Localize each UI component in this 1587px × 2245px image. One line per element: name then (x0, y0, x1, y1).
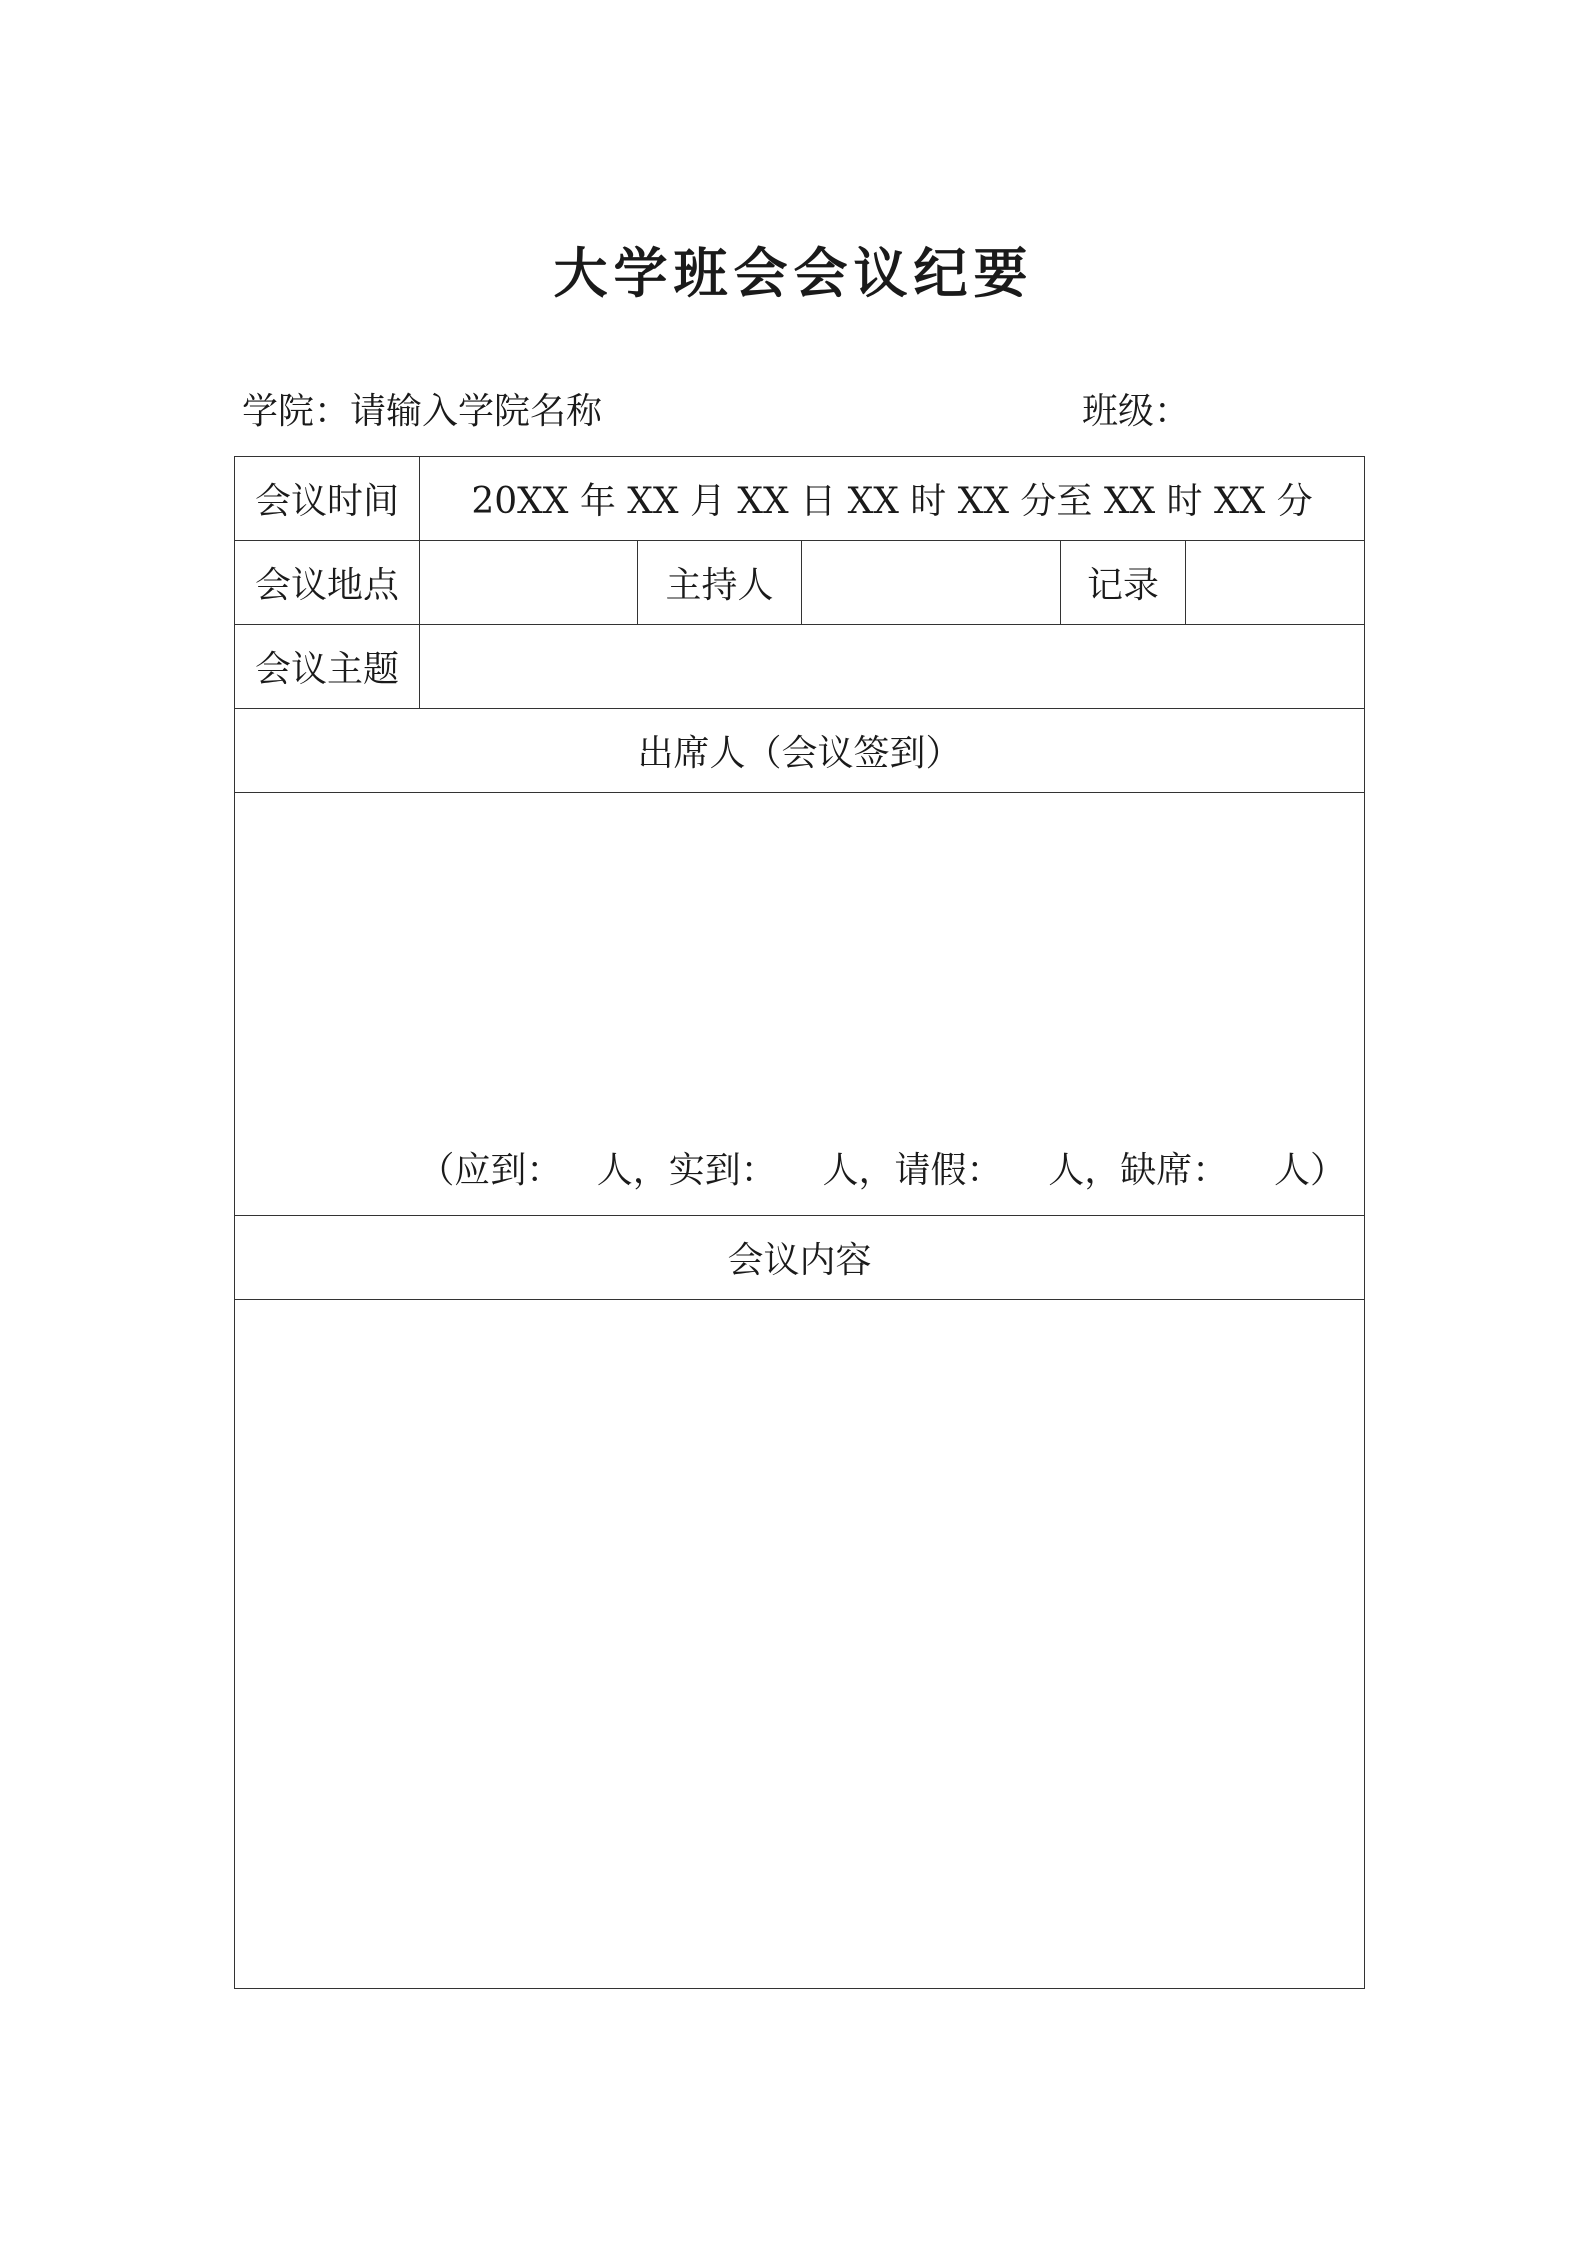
table-row (235, 541, 1365, 625)
minutes-table (234, 456, 1365, 1989)
table-row (235, 793, 1365, 1216)
table-row (235, 709, 1365, 793)
time-value[interactable]: 20XX 年 XX 月 XX 日 XX 时 XX 分至 XX 时 XX 分 (420, 457, 1365, 541)
topic-value[interactable] (420, 625, 1365, 709)
location-value[interactable] (420, 541, 638, 625)
table-row (235, 457, 1365, 541)
college-line (242, 384, 602, 440)
time-label: 会议时间 (235, 457, 420, 541)
college-value[interactable]: 请输入学院名称 (350, 391, 603, 432)
class-label: 班级： (1082, 391, 1191, 432)
document-title: 大学班会会议纪要 (553, 241, 1034, 305)
host-label: 主持人 (638, 541, 802, 625)
table-row (235, 625, 1365, 709)
college-label: 学院： (242, 391, 351, 432)
attendees-signin-area[interactable] (235, 793, 1365, 1216)
table-row (235, 1300, 1365, 1989)
recorder-label: 记录 (1061, 541, 1186, 625)
content-header: 会议内容 (235, 1216, 1365, 1300)
attendance-summary: （应到： 人，实到： 人，请假： 人，缺席： 人） (418, 1150, 1347, 1191)
attendees-header: 出席人（会议签到） (235, 709, 1365, 793)
topic-label: 会议主题 (235, 625, 420, 709)
class-line (1082, 384, 1190, 440)
table-row (235, 1216, 1365, 1300)
host-value[interactable] (802, 541, 1061, 625)
location-label: 会议地点 (235, 541, 420, 625)
recorder-value[interactable] (1186, 541, 1365, 625)
content-area[interactable] (235, 1300, 1365, 1989)
